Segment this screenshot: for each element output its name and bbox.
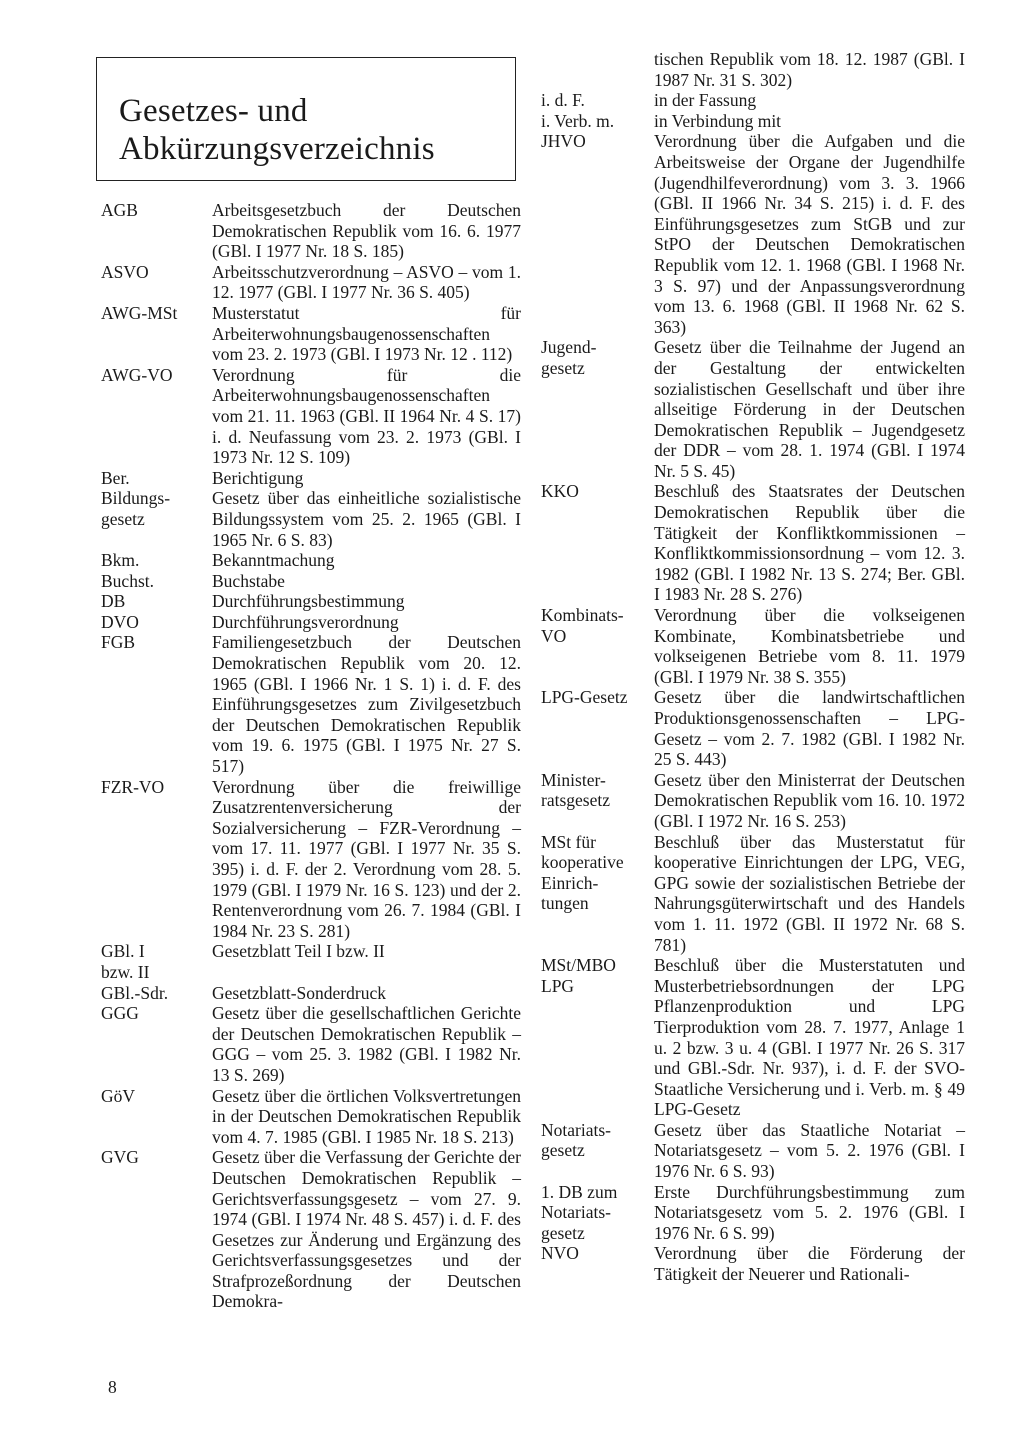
abbreviation-term: Bildungs- gesetz: [101, 488, 171, 529]
abbreviation-term: AWG-VO: [101, 364, 173, 385]
abbreviation-entry: [541, 687, 965, 769]
abbreviation-entry: [101, 1147, 521, 1312]
abbreviation-entry: [101, 1086, 521, 1148]
abbreviation-entry: [101, 365, 521, 468]
abbreviation-entry: [101, 468, 521, 489]
abbreviation-entry: [101, 591, 521, 612]
abbreviation-definition: Bekanntmachung: [212, 550, 335, 571]
abbreviation-definition: Gesetzblatt Teil I bzw. II: [212, 941, 385, 962]
title-line-1: Gesetzes- und: [119, 93, 308, 129]
abbreviation-definition: tischen Republik vom 18. 12. 1987 (GBl. I 1987 Nr. 31 S. 302): [654, 49, 965, 90]
abbreviation-entry: [101, 777, 521, 942]
abbreviation-term: AWG-MSt: [101, 302, 178, 323]
abbreviation-term: DVO: [101, 611, 139, 632]
abbreviation-entry: [101, 632, 521, 776]
abbreviation-definition: Gesetz über die landwirtschaftlichen Produktionsgenossenschaften – LPG-Gesetz – vom 2. 7. 1982 (GBl. I 1982 Nr. 25 S. 443): [654, 687, 965, 770]
abbreviation-entry: [101, 303, 521, 365]
abbreviation-definition: Gesetz über den Ministerrat der Deutschen Demokratischen Republik vom 16. 10. 1972 (GBl. I 1972 Nr. 16 S. 253): [654, 769, 965, 831]
abbreviation-definition: Arbeitsschutzverordnung – ASVO – vom 1. 12. 1977 (GBl. I 1977 Nr. 36 S. 405): [212, 261, 521, 303]
abbreviation-entry: [541, 90, 965, 111]
abbreviation-definition: Gesetz über die örtlichen Volksvertretungen in der Deutschen Demokratischen Republik vom 4. 7. 1985 (GBl. I 1985 Nr. 18 S. 213): [212, 1085, 521, 1147]
abbreviation-term: KKO: [541, 481, 579, 502]
abbreviation-term: DB: [101, 591, 126, 612]
abbreviation-term: Bkm.: [101, 550, 140, 571]
abbreviation-definition: Gesetz über die Verfassung der Gerichte der Deutschen Demokratischen Republik – Gerichtsverfassungsgesetz – vom 27. 9. 1974 (GBl. I 1974 Nr. 48 S. 457) i. d. F. des Gesetzes zur Änderung und Ergänzung des Gerichtsverfassungsgesetzes und der Strafprozeßordnung der Deutschen Demokra-: [212, 1147, 521, 1312]
abbreviation-definition: Gesetz über das einheitliche sozialistische Bildungssystem vom 25. 2. 1965 (GBl. I 1965 Nr. 6 S. 83): [212, 488, 521, 550]
abbreviation-definition: Durchführungsbestimmung: [212, 591, 405, 612]
abbreviation-term: MSt/MBO LPG: [541, 955, 616, 996]
abbreviation-term: Kombinats- VO: [541, 605, 624, 646]
abbreviation-definition: Verordnung über die volkseigenen Kombinate, Kombinatsbetriebe und volkseigenen Betriebe vom 8. 11. 1979 (GBl. I 1979 Nr. 38 S. 355): [654, 605, 965, 687]
abbreviation-definition: in der Fassung: [654, 90, 757, 111]
abbreviation-term: AGB: [101, 200, 138, 220]
abbreviation-term: [541, 49, 654, 90]
abbreviation-entry: [101, 488, 521, 550]
abbreviation-definition: Arbeitsgesetzbuch der Deutschen Demokratischen Republik vom 16. 6. 1977 (GBl. I 1977 Nr. 18 S. 185): [212, 200, 521, 262]
abbreviation-entry: [541, 832, 965, 956]
abbreviation-entry: [541, 337, 965, 481]
abbreviation-entry: [541, 481, 965, 605]
abbreviation-definition: Verordnung über die Förderung der Tätigkeit der Neuerer und Rationali-: [654, 1243, 965, 1285]
abbreviation-definition: Gesetzblatt-Sonderdruck: [212, 982, 386, 1003]
abbreviation-entry: [541, 1120, 965, 1182]
title-box: [96, 57, 516, 181]
left-column: [101, 200, 521, 1312]
abbreviation-definition: Beschluß über das Musterstatut für kooperative Einrichtungen der LPG, VEG, GPG sowie der sozialistischen Betriebe der Nahrungsgüterwirtschaft und des Handels vom 1. 11. 1972 (GBl. II 1972 Nr. 68 S. 781): [654, 831, 965, 955]
abbreviation-term: FZR-VO: [101, 776, 165, 797]
abbreviation-definition: Erste Durchführungsbestimmung zum Notariatsgesetz vom 5. 2. 1976 (GBl. I 1976 Nr. 6 S. 99): [654, 1181, 965, 1243]
abbreviation-definition: in Verbindung mit: [654, 110, 782, 131]
page-number: 8: [108, 1377, 117, 1397]
abbreviation-entry: [541, 770, 965, 832]
abbreviation-term: GVG: [101, 1147, 139, 1168]
abbreviation-entry: [101, 571, 521, 592]
abbreviation-term: 1. DB zum Notariats- gesetz: [541, 1181, 618, 1243]
abbreviation-term: GBl.-Sdr.: [101, 982, 169, 1003]
abbreviation-definition: Durchführungsverordnung: [212, 611, 399, 632]
abbreviation-entry: [541, 1243, 965, 1284]
abbreviation-term: NVO: [541, 1243, 579, 1264]
abbreviation-term: LPG-Gesetz: [541, 687, 628, 708]
abbreviation-term: i. d. F.: [541, 90, 585, 111]
abbreviation-entry: [541, 131, 965, 337]
abbreviation-definition: Verordnung über die freiwillige Zusatzrentenversicherung der Sozialversicherung – FZR-Verordnung – vom 17. 11. 1977 (GBl. I 1977 Nr. 35 S. 395) i. d. F. der 2. Verordnung vom 28. 5. 1979 (GBl. I 1979 Nr. 16 S. 123) und der 2. Rentenverordnung vom 26. 7. 1984 (GBl. I 1984 Nr. 23 S. 281): [212, 776, 521, 941]
abbreviation-entry: [101, 941, 521, 982]
page-title: [119, 92, 515, 168]
abbreviation-entry: [101, 262, 521, 303]
abbreviation-term: ASVO: [101, 261, 149, 282]
abbreviation-entry: [101, 550, 521, 571]
abbreviation-entry: [541, 111, 965, 132]
abbreviation-definition: Familiengesetzbuch der Deutschen Demokratischen Republik vom 20. 12. 1965 (GBl. I 1966 Nr. 1 S. 1) i. d. F. des Einführungsgesetzes zum Zivilgesetzbuch der Deutschen Demokratischen Republik vom 19. 6. 1975 (GBl. I 1975 Nr. 27 S. 517): [212, 632, 521, 777]
abbreviation-entry: [101, 1003, 521, 1085]
abbreviation-entry: [101, 200, 521, 262]
abbreviation-term: FGB: [101, 632, 136, 653]
abbreviation-term: MSt für kooperative Einrich- tungen: [541, 831, 624, 914]
title-line-2: Abkürzungsverzeichnis: [119, 131, 435, 167]
abbreviation-term: Ber.: [101, 467, 130, 488]
abbreviation-entry: [541, 955, 965, 1120]
abbreviation-entry: [541, 605, 965, 687]
abbreviation-definition: Musterstatut für Arbeiterwohnungsbaugenossenschaften vom 23. 2. 1973 (GBl. I 1973 Nr. 12 . 112): [212, 302, 521, 365]
abbreviation-term: Notariats- gesetz: [541, 1119, 611, 1161]
abbreviation-term: JHVO: [541, 131, 586, 152]
abbreviation-definition: Berichtigung: [212, 467, 304, 488]
abbreviation-term: Minister- ratsgesetz: [541, 769, 610, 811]
abbreviation-definition: Beschluß des Staatsrates der Deutschen Demokratischen Republik über die Tätigkeit der Konfliktkommissionen – Konfliktkommissionsordnung – vom 12. 3. 1982 (GBl. I 1982 Nr. 13 S. 274; Ber. GBl. I 1983 Nr. 28 S. 276): [654, 481, 965, 605]
abbreviation-entry: [101, 612, 521, 633]
abbreviation-term: i. Verb. m.: [541, 110, 615, 131]
abbreviation-term: Jugend- gesetz: [541, 337, 597, 378]
abbreviation-entry: [541, 1182, 965, 1244]
abbreviation-entry: [541, 49, 965, 90]
abbreviation-definition: Verordnung für die Arbeiterwohnungsbaugenossenschaften vom 21. 11. 1963 (GBl. II 1964 Nr. 4 S. 17) i. d. Neufassung vom 23. 2. 1973 (GBl. I 1973 Nr. 12 S. 109): [212, 364, 521, 468]
abbreviation-term: GöV: [101, 1085, 136, 1106]
abbreviation-term: GBl. I bzw. II: [101, 941, 150, 982]
abbreviation-entry: [101, 983, 521, 1004]
abbreviation-definition: Gesetz über das Staatliche Notariat – Notariatsgesetz – vom 5. 2. 1976 (GBl. I 1976 Nr. 6 S. 93): [654, 1119, 965, 1182]
right-column: [541, 49, 965, 1285]
abbreviation-term: Buchst.: [101, 570, 154, 591]
abbreviation-definition: Beschluß über die Musterstatuten und Musterbetriebsordnungen der LPG Pflanzenproduktion und LPG Tierproduktion vom 28. 7. 1977, Anlage 1 u. 2 bzw. 3 u. 4 (GBl. I 1977 Nr. 26 S. 317 und GBl.-Sdr. Nr. 937), i. d. F. der SVO-Staatliche Versicherung und i. Verb. m. § 49 LPG-Gesetz: [654, 955, 965, 1120]
abbreviation-definition: Verordnung über die Aufgaben und die Arbeitsweise der Organe der Jugendhilfe (Jugendhilfeverordnung) vom 3. 3. 1966 (GBl. II 1966 Nr. 34 S. 215) i. d. F. des Einführungsgesetzes zum StGB und zur StPO der Deutschen Demokratischen Republik vom 12. 1. 1968 (GBl. I 1968 Nr. 3 S. 97) und der Anpassungsverordnung vom 13. 6. 1968 (GBl. II 1968 Nr. 62 S. 363): [654, 131, 965, 337]
abbreviation-definition: Gesetz über die gesellschaftlichen Gerichte der Deutschen Demokratischen Republik – GGG – vom 25. 3. 1982 (GBl. I 1982 Nr. 13 S. 269): [212, 1003, 521, 1085]
abbreviation-definition: Buchstabe: [212, 570, 285, 591]
abbreviation-definition: Gesetz über die Teilnahme der Jugend an der Gestaltung der entwickelten sozialistischen Gesellschaft und über ihre allseitige Förderung in der Deutschen Demokratischen Republik – Jugendgesetz der DDR – vom 28. 1. 1974 (GBl. I 1974 Nr. 5 S. 45): [654, 337, 965, 481]
abbreviation-term: GGG: [101, 1003, 139, 1024]
